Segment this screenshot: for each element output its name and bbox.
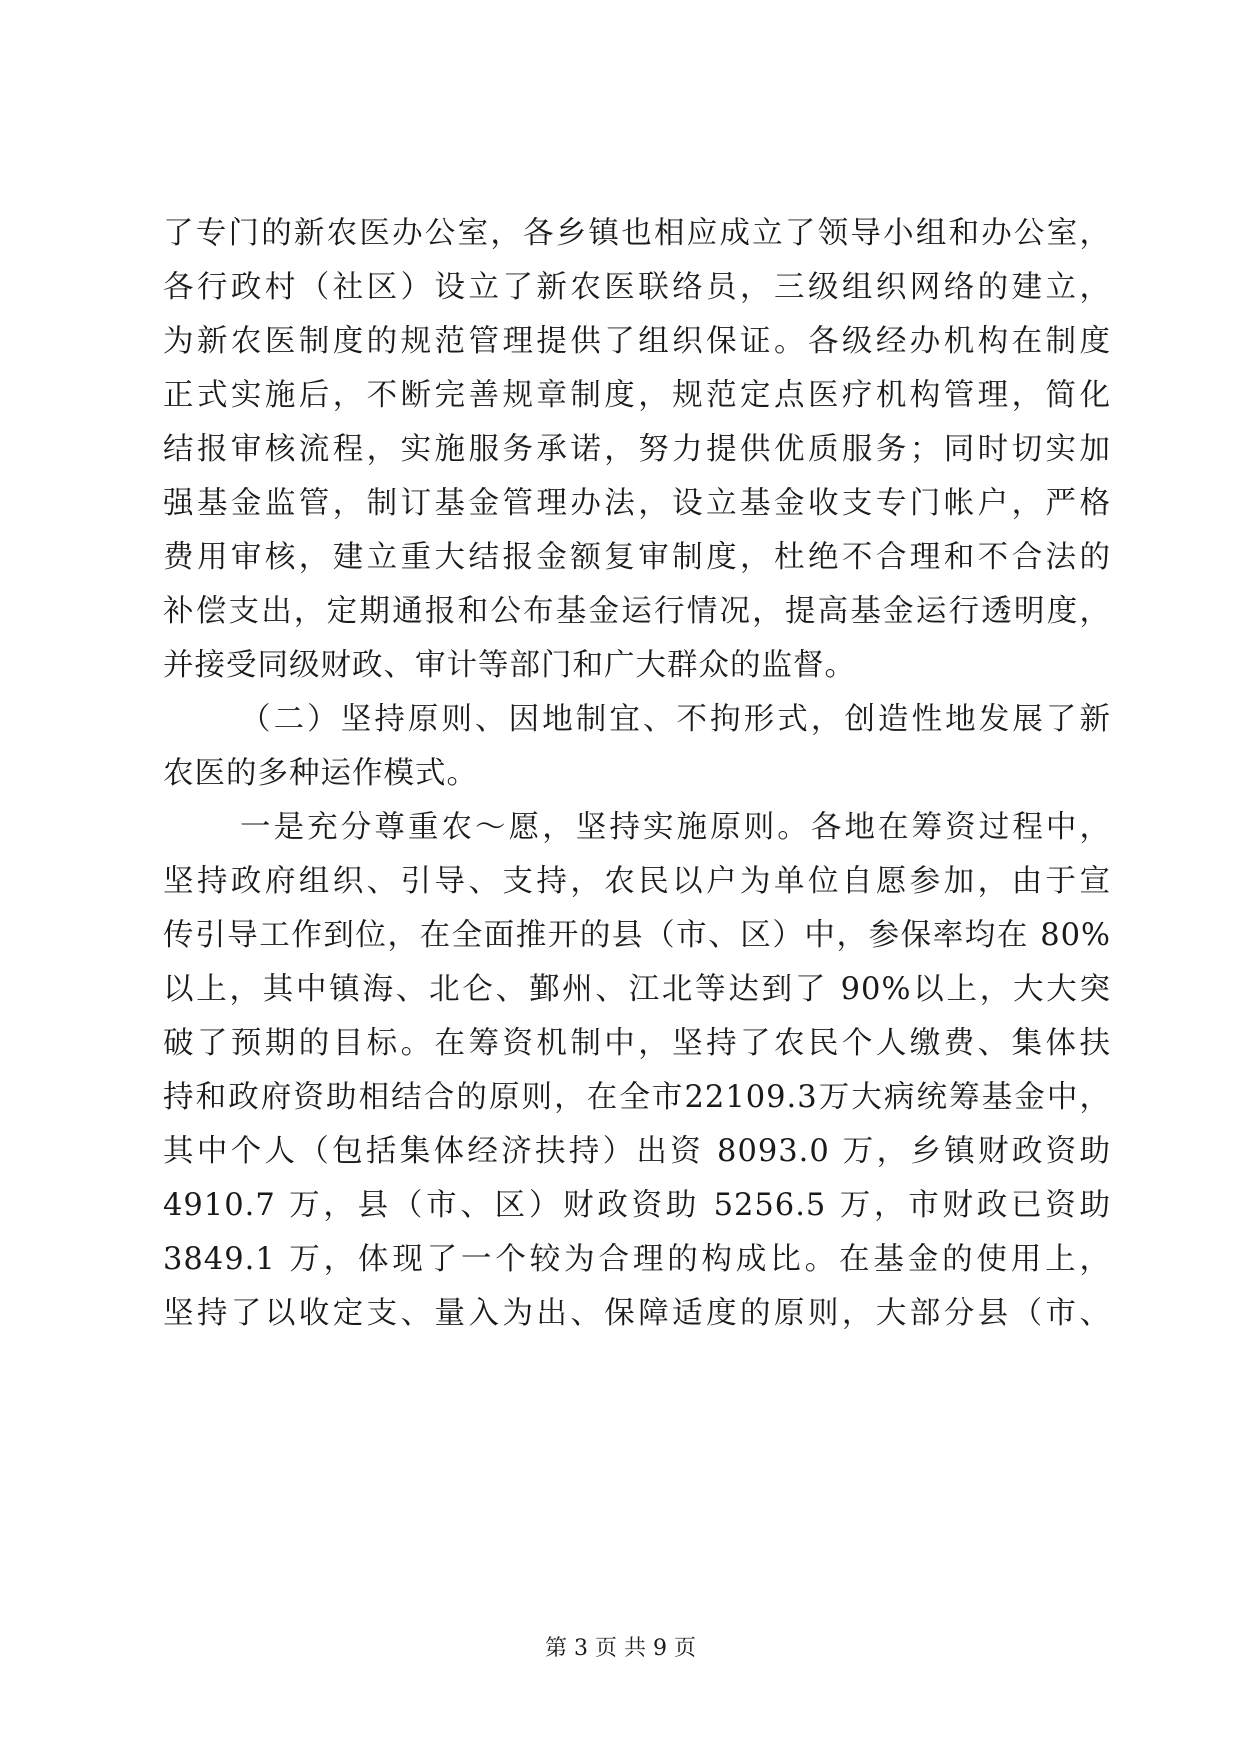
- section-heading-line-1: （二）坚持原则、因地制宜、不拘形式，创造性地发展了新: [240, 702, 1111, 737]
- text-line-7: 费用审核，建立重大结报金额复审制度，杜绝不合理和不合法的: [163, 540, 1111, 575]
- text-line-16: 破了预期的目标。在筹资机制中，坚持了农民个人缴费、集体扶: [163, 1026, 1111, 1061]
- text-line-2: 各行政村（社区）设立了新农医联络员，三级组织网络的建立，: [163, 270, 1111, 305]
- page-footer: 第 3 页 共 9 页: [545, 1636, 696, 1661]
- section-heading-line-2: 农医的多种运作模式。: [163, 756, 478, 791]
- text-line-21: 坚持了以收定支、量入为出、保障适度的原则，大部分县（市、: [163, 1296, 1111, 1331]
- text-line-20: 3849.1 万，体现了一个较为合理的构成比。在基金的使用上，: [163, 1242, 1111, 1277]
- text-line-17: 持和政府资助相结合的原则，在全市22109.3万大病统筹基金中，: [163, 1080, 1111, 1115]
- text-line-13: 坚持政府组织、引导、支持，农民以户为单位自愿参加，由于宣: [163, 864, 1111, 899]
- text-line-3: 为新农医制度的规范管理提供了组织保证。各级经办机构在制度: [163, 324, 1111, 359]
- text-line-6: 强基金监管，制订基金管理办法，设立基金收支专门帐户，严格: [163, 486, 1111, 521]
- text-line-18: 其中个人（包括集体经济扶持）出资 8093.0 万，乡镇财政资助: [163, 1134, 1111, 1169]
- text-line-4: 正式实施后，不断完善规章制度，规范定点医疗机构管理，简化: [163, 378, 1111, 413]
- text-line-1: 了专门的新农医办公室，各乡镇也相应成立了领导小组和办公室，: [163, 216, 1111, 251]
- text-line-8: 补偿支出，定期通报和公布基金运行情况，提高基金运行透明度，: [163, 594, 1111, 629]
- text-line-19: 4910.7 万，县（市、区）财政资助 5256.5 万，市财政已资助: [163, 1188, 1111, 1223]
- text-line-5: 结报审核流程，实施服务承诺，努力提供优质服务；同时切实加: [163, 432, 1111, 467]
- text-line-9: 并接受同级财政、审计等部门和广大群众的监督。: [163, 648, 856, 683]
- text-line-15: 以上，其中镇海、北仑、鄞州、江北等达到了 90%以上，大大突: [163, 972, 1111, 1007]
- paragraph-start-line: 一是充分尊重农～愿，坚持实施原则。各地在筹资过程中，: [240, 810, 1111, 845]
- text-line-14: 传引导工作到位，在全面推开的县（市、区）中，参保率均在 80%: [163, 918, 1111, 953]
